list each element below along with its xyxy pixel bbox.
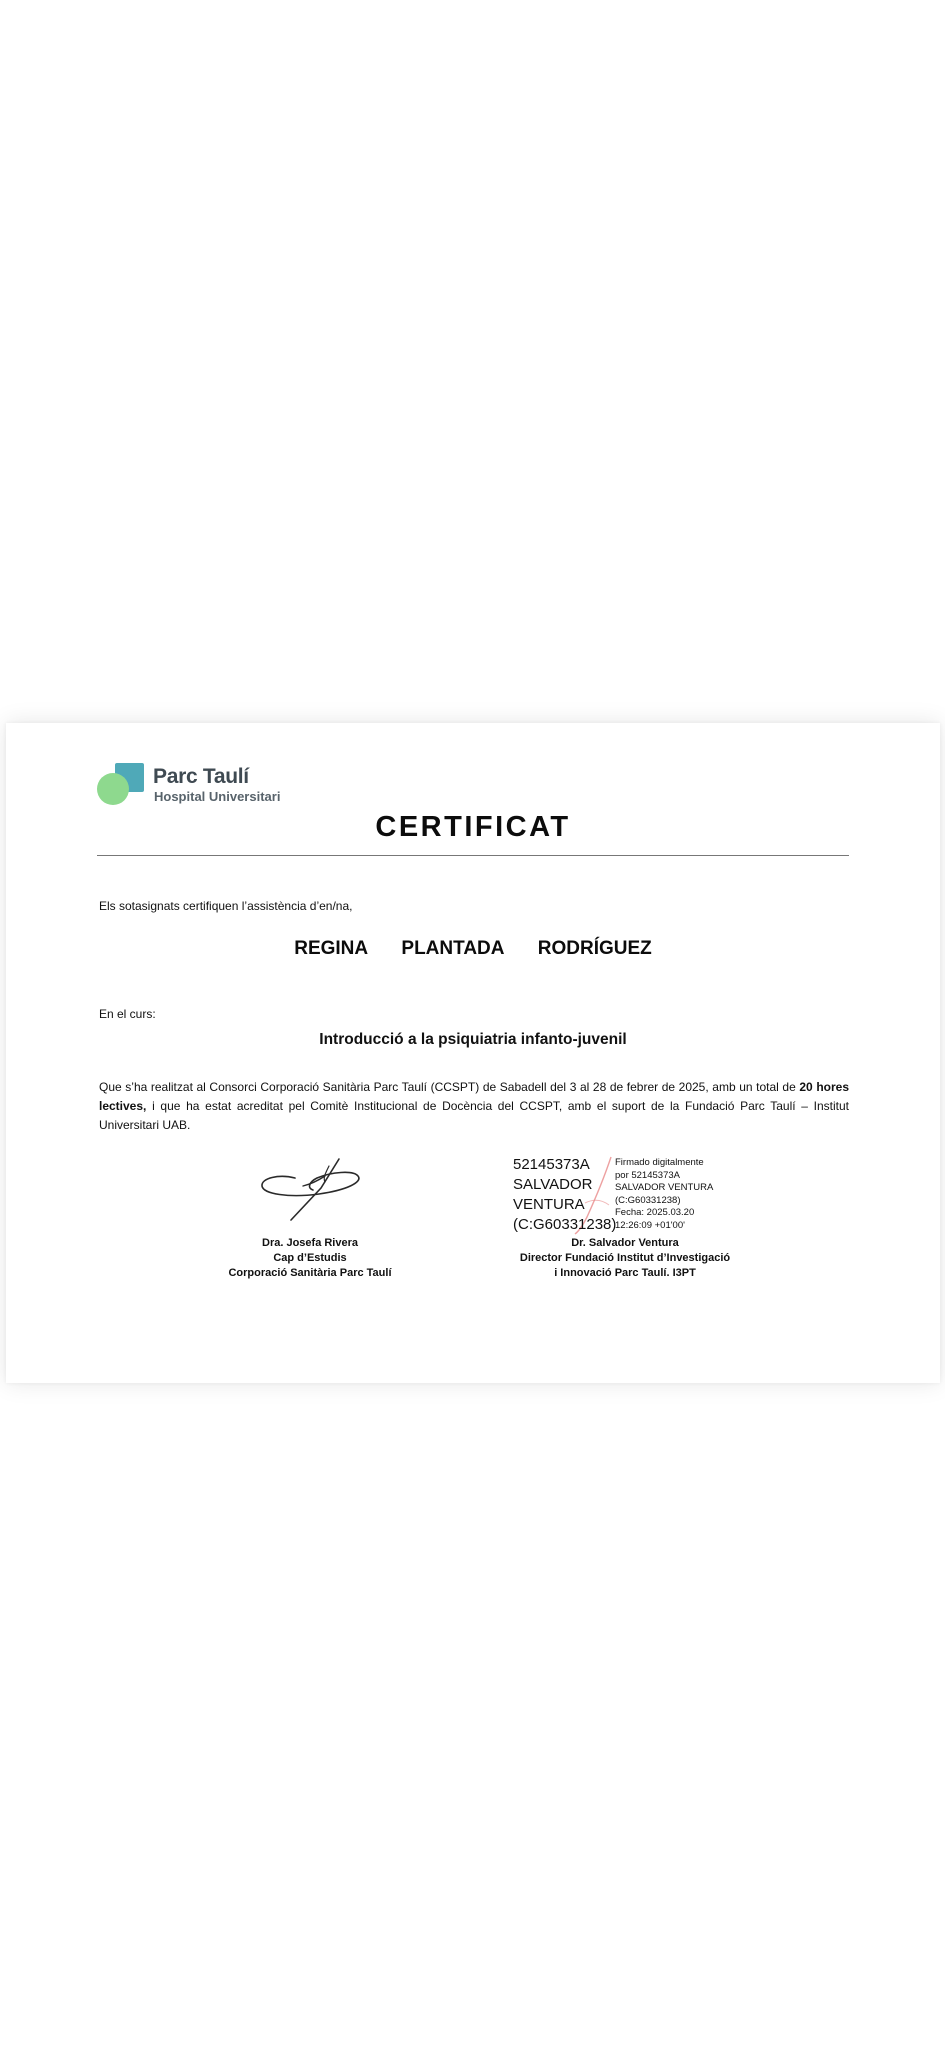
digital-signature-id-line: VENTURA: [513, 1196, 585, 1213]
digital-signature-detail-line: (C:G60331238): [615, 1194, 681, 1206]
digital-signature-detail-line: por 52145373A: [615, 1169, 680, 1181]
handwritten-signature-left: [259, 1156, 369, 1224]
parc-tauli-logo: [97, 763, 287, 809]
certificate-title: CERTIFICAT: [375, 811, 571, 843]
digital-signature-detail-line: 12:26:09 +01'00': [615, 1219, 685, 1231]
recipient-surname-1: PLANTADA: [401, 938, 505, 959]
digital-signature-id-line: 52145373A: [513, 1156, 590, 1173]
course-title: Introducció a la psiquiatria infanto-juvenil: [319, 1031, 627, 1048]
digital-signature-detail-line: Fecha: 2025.03.20: [615, 1207, 695, 1219]
body-hours: 20 hores lectives,: [99, 1080, 849, 1113]
signer-right: [500, 1236, 750, 1281]
recipient-surname-2: RODRÍGUEZ: [537, 938, 652, 959]
body-text-start: Que s’ha realitzat al Consorci Corporació Sanitària Parc Taulí (CCSPT) de Sabadell del 3 al 28 de febrer de 2025, amb un total de: [99, 1080, 800, 1094]
certificate-card: [6, 723, 940, 1383]
digital-signature-details: [615, 1157, 713, 1233]
logo-subtitle: Hospital Universitari: [154, 789, 281, 804]
signer-right-role: Director Fundació Institut d’Investigació: [519, 1252, 731, 1264]
recipient-first-name: REGINA: [294, 938, 369, 959]
digital-signature-id: [513, 1155, 616, 1235]
signer-right-org: i Innovació Parc Taulí. I3PT: [554, 1267, 696, 1279]
intro-text: Els sotasignats certifiquen l’assistència d’en/na,: [99, 899, 353, 913]
logo-mark-icon: [97, 763, 151, 809]
digital-signature-id-line: (C:G60331238): [513, 1216, 617, 1233]
signer-left-role: Cap d’Estudis: [273, 1252, 347, 1264]
body-text-end: i que ha estat acreditat pel Comitè Institucional de Docència del CCSPT, amb el suport de la Fundació Parc Taulí – Institut Universitari UAB.: [99, 1099, 849, 1132]
signer-left: [202, 1236, 418, 1281]
course-label: En el curs:: [99, 1007, 156, 1021]
digital-signature-detail-line: SALVADOR VENTURA: [615, 1182, 714, 1194]
signer-right-name: Dr. Salvador Ventura: [571, 1237, 679, 1249]
logo-name: Parc Taulí: [153, 765, 249, 788]
title-divider: [97, 855, 849, 856]
signer-left-name: Dra. Josefa Rivera: [262, 1237, 358, 1249]
digital-signature-detail-line: Firmado digitalmente: [615, 1157, 704, 1168]
certificate-body: [99, 1078, 849, 1135]
digital-signature-id-line: SALVADOR: [513, 1176, 593, 1193]
recipient-name: [6, 938, 940, 960]
signer-left-org: Corporació Sanitària Parc Taulí: [228, 1267, 392, 1279]
